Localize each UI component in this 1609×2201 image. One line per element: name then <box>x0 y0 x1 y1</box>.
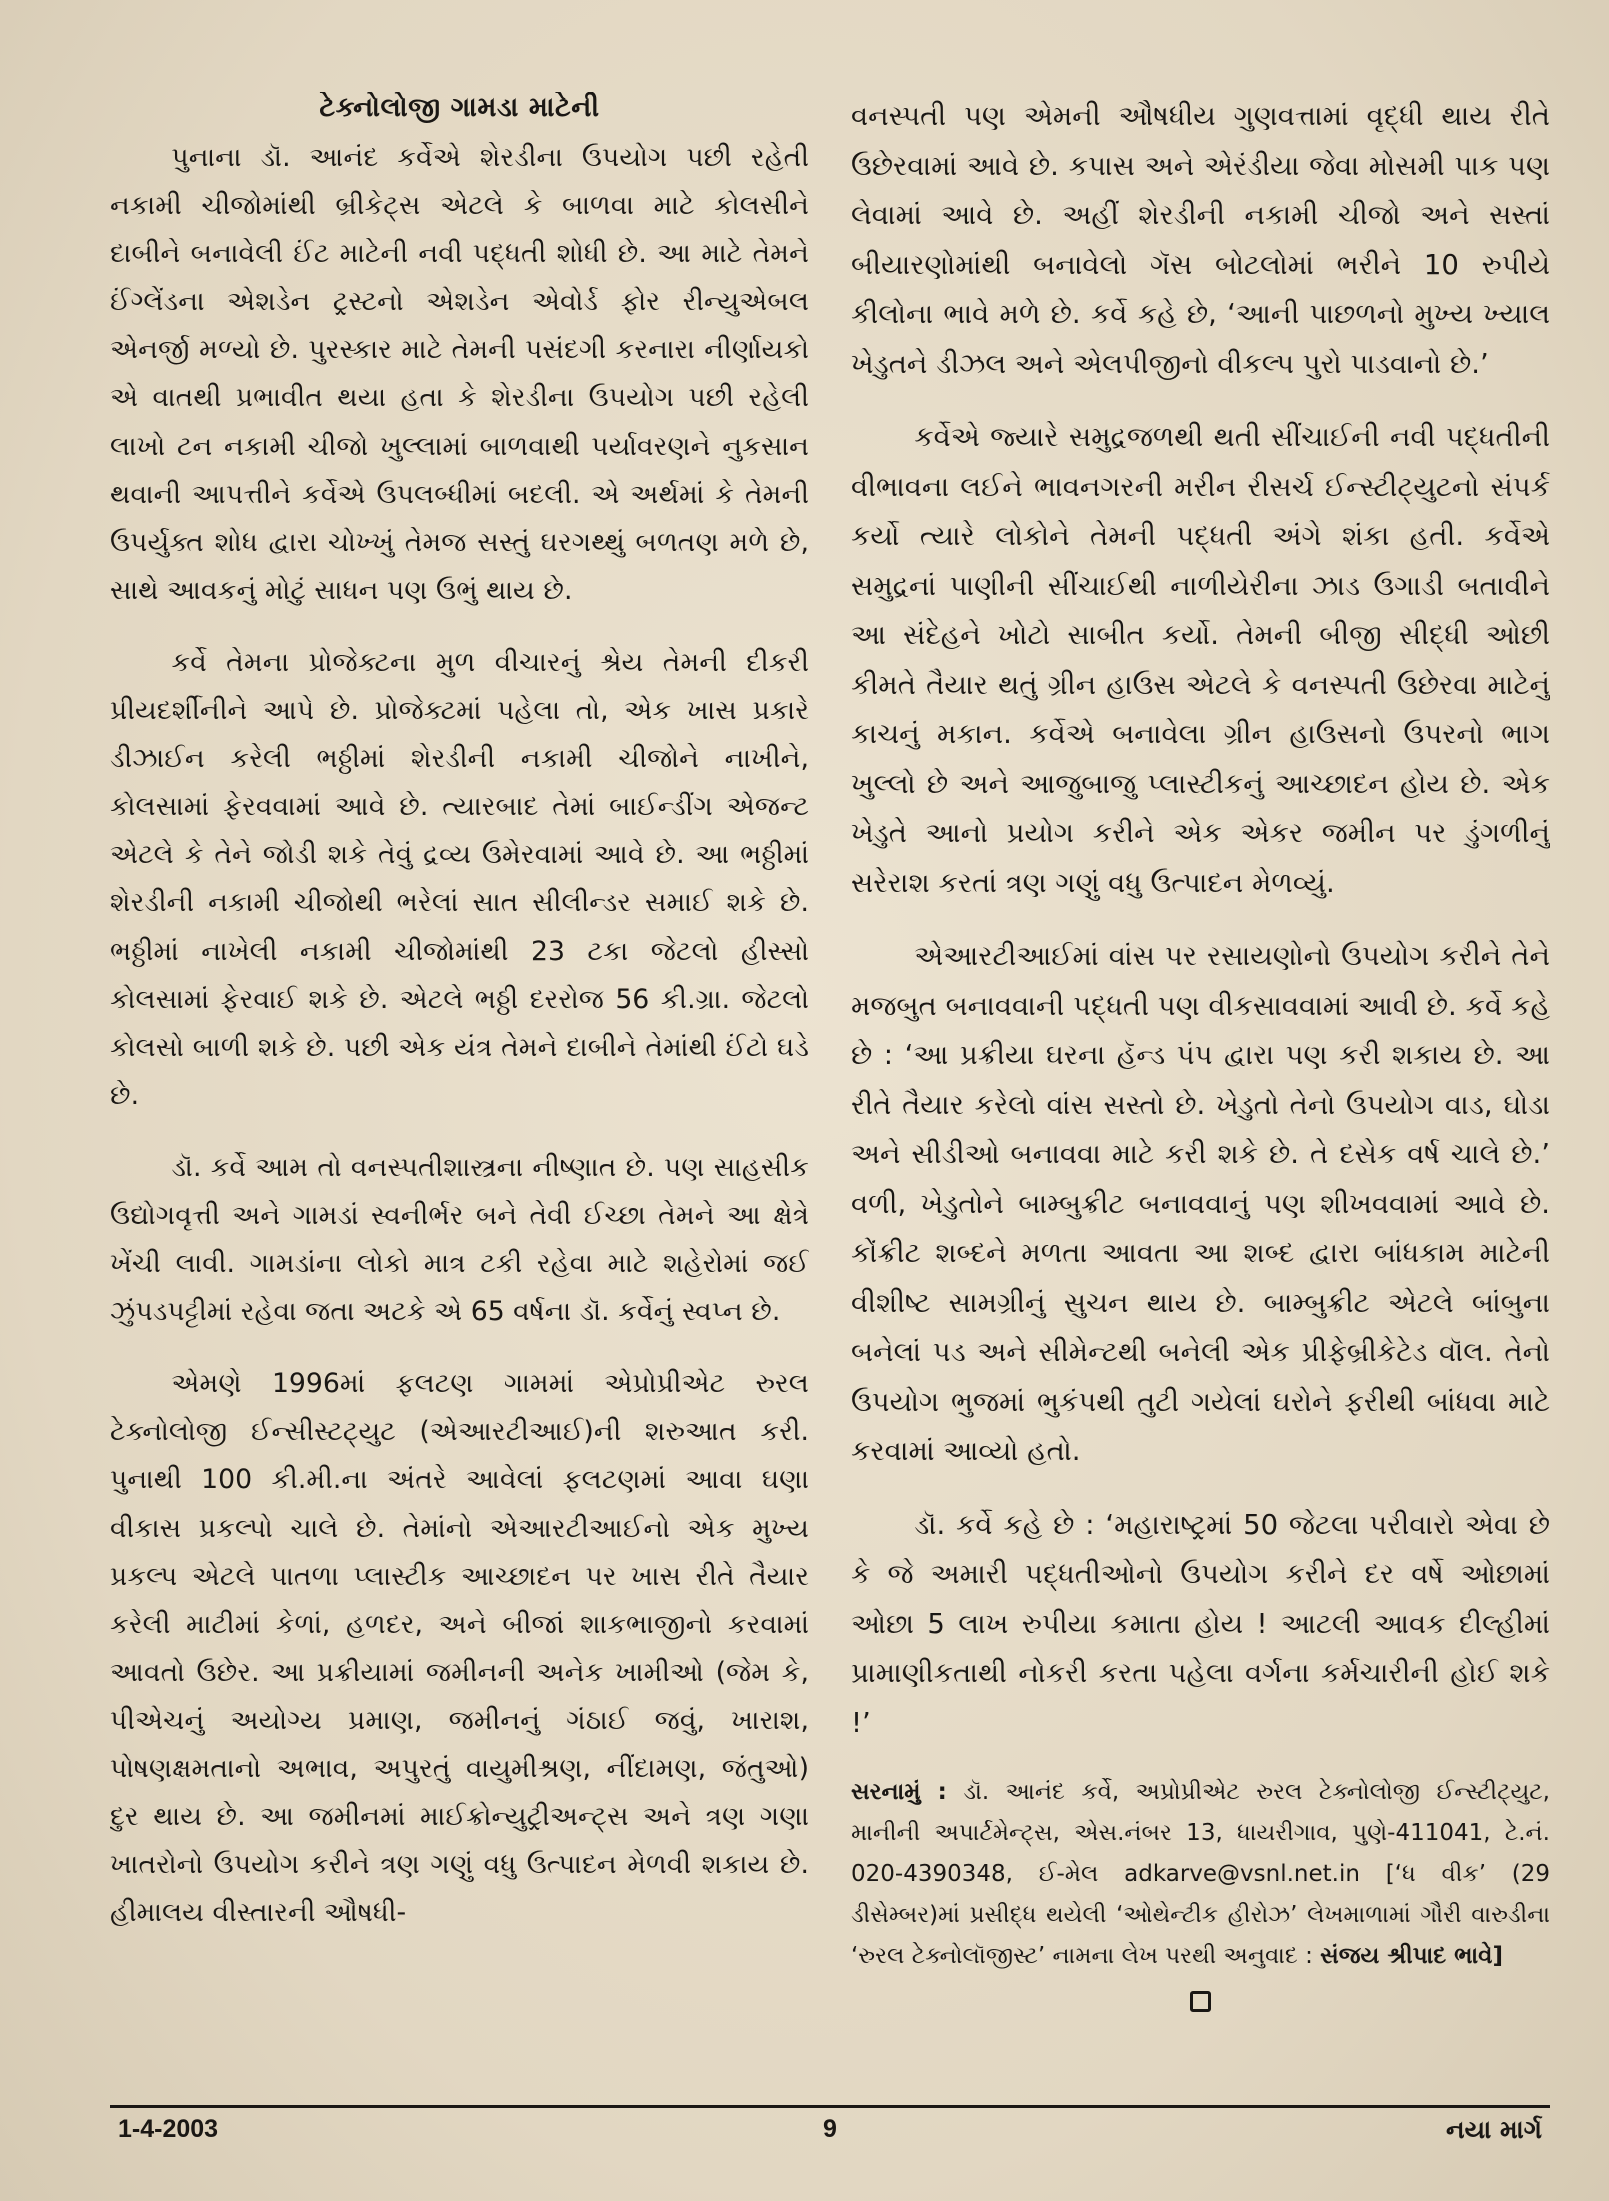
translator-name: સંજય શ્રીપાદ ભાવે] <box>1320 1943 1504 1969</box>
address-block <box>851 1772 1550 1977</box>
page-footer <box>118 2115 1542 2155</box>
article-paragraph-1: પુનાના ડૉ. આનંદ કર્વેએ શેરડીના ઉપયોગ પછી રહેતી નકામી ચીજોમાંથી બ્રીકેટ્સ એટલે કે બાળવા માટે કોલસીને દાબીને બનાવેલી ઈંટ માટેની નવી પદ્ધતી શોધી છે. આ માટે તેમને ઈંગ્લેંડના એશડેન ટ્રસ્ટનો એશડેન એવોર્ડ ફોર રીન્યુએબલ એનર્જી મળ્યો છે. પુરસ્કાર માટે તેમની પસંદગી કરનારા નીર્ણાયકો એ વાતથી પ્રભાવીત થયા હતા કે શેરડીના ઉપયોગ પછી રહેલી લાખો ટન નકામી ચીજો ખુલ્લામાં બાળવાથી પર્યાવરણને નુકસાન થવાની આપત્તીને કર્વેએ ઉપલબ્ધીમાં બદલી. એ અર્થમાં કે તેમની ઉપર્યુક્ત શોધ દ્વારા ચોખ્ખું તેમજ સસ્તું ઘરગથ્થું બળતણ મળે છે, સાથે આવકનું મોટું સાધન પણ ઉભું થાય છે. <box>110 142 809 606</box>
end-of-article-icon <box>851 1991 1550 2015</box>
article-paragraph-4: એમણે 1996માં ફલટણ ગામમાં એપ્રોપ્રીએટ રુરલ ટેક્નોલોજી ઈન્સીસ્ટટ્યુટ (એઆરટીઆઈ)ની શરુઆત કરી. પુનાથી 100 કી.મી.ના અંતરે આવેલાં ફલટણમાં આવા ઘણા વીકાસ પ્રકલ્પો ચાલે છે. તેમાંનો એઆરટીઆઈનો એક મુખ્ય પ્રકલ્પ એટલે પાતળા પ્લાસ્ટીક આચ્છાદન પર ખાસ રીતે તૈયાર કરેલી માટીમાં કેળાં, હળદર, અને બીજાં શાકભાજીનો કરવામાં આવતો ઉછેર. આ પ્રક્રીયામાં જમીનની અનેક ખામીઓ (જેમ કે, પીએચનું અયોગ્ય પ્રમાણ, જમીનનું ગંઠાઈ જવું, ખારાશ, પોષણક્ષમતાનો અભાવ, અપુરતું વાયુમીશ્રણ, નીંદામણ, જંતુઓ) દુર થાય છે. આ જમીનમાં માઈક્રોન્યુટ્રીઅન્ટ્સ અને ત્રણ ગણા ખાતરોનો ઉપયોગ કરીને ત્રણ ગણું વધુ ઉત્પાદન મેળવી શકાય છે. હીમાલય વીસ્તારની ઔષધી- <box>110 1368 809 1929</box>
left-column <box>110 92 809 2082</box>
article-title: ટેક્નોલોજી ગામડા માટેની <box>319 92 600 123</box>
issue-date: 1-4-2003 <box>118 2115 219 2143</box>
address-text: ડૉ. આનંદ કર્વે, અપ્રોપ્રીએટ રુરલ ટેક્નોલોજી ઈન્સ્ટીટ્યુટ, માનીની અપાર્ટમેન્ટ્સ, એસ.નંબર 13, ધાયરીગાવ, પુણે-411041, ટે.નં. 020-4390348, ઈ-મેલ adkarve@vsnl.net.in [‘ધ વીક’ (29 ડીસેમ્બર)માં પ્રસીદ્ધ થયેલી ‘ઓથેન્ટીક હીરોઝ’ લેખમાળામાં ગૌરી વારુડીના ‘રુરલ ટેક્નોલૉજીસ્ટ’ નામના લેખ પરથી અનુવાદ : <box>851 1779 1550 1969</box>
article-paragraph-6: એઆરટીઆઈમાં વાંસ પર રસાયણોનો ઉપયોગ કરીને તેને મજબુત બનાવવાની પદ્ધતી પણ વીકસાવવામાં આવી છે. કર્વે કહે છે : ‘આ પ્રક્રીયા ઘરના હૅન્ડ પંપ દ્વારા પણ કરી શકાય છે. આ રીતે તૈયાર કરેલો વાંસ સસ્તો છે. ખેડુતો તેનો ઉપયોગ વાડ, ઘોડા અને સીડીઓ બનાવવા માટે કરી શકે છે. તે દસેક વર્ષ ચાલે છે.’ વળી, ખેડુતોને બામ્બુક્રીટ બનાવવાનું પણ શીખવવામાં આવે છે. કોંક્રીટ શબ્દને મળતા આવતા આ શબ્દ દ્વારા બાંધકામ માટેની વીશીષ્ટ સામગ્રીનું સુચન થાય છે. બામ્બુક્રીટ એટલે બાંબુના બનેલાં પડ અને સીમેન્ટથી બનેલી એક પ્રીફેબ્રીકેટેડ વૉલ. તેનો ઉપયોગ ભુજમાં ભુકંપથી તુટી ગયેલાં ઘરોને ફરીથી બાંધવા માટે કરવામાં આવ્યો હતો. <box>851 940 1550 1467</box>
article-paragraph-5: કર્વેએ જ્યારે સમુદ્રજળથી થતી સીંચાઈની નવી પદ્ધતીની વીભાવના લઈને ભાવનગરની મરીન રીસર્ચ ઈન્સ્ટીટ્યુટનો સંપર્ક કર્યો ત્યારે લોકોને તેમની પદ્ધતી અંગે શંકા હતી. કર્વેએ સમુદ્રનાં પાણીની સીંચાઈથી નાળીયેરીના ઝાડ ઉગાડી બતાવીને આ સંદેહને ખોટો સાબીત કર્યો. તેમની બીજી સીદ્ધી ઓછી કીમતે તૈયાર થતું ગ્રીન હાઉસ એટલે કે વનસ્પતી ઉછેરવા માટેનું કાચનું મકાન. કર્વેએ બનાવેલા ગ્રીન હાઉસનો ઉપરનો ભાગ ખુલ્લો છે અને આજુબાજુ પ્લાસ્ટીકનું આચ્છાદન હોય છે. એક ખેડુતે આનો પ્રયોગ કરીને એક એકર જમીન પર ડુંગળીનું સરેરાશ કરતાં ત્રણ ગણું વધુ ઉત્પાદન મેળવ્યું. <box>851 421 1550 899</box>
magazine-name: નયા માર્ગ <box>1446 2115 1542 2144</box>
article-columns <box>110 92 1550 2082</box>
article-paragraph-3: ડૉ. કર્વે આમ તો વનસ્પતીશાસ્ત્રના નીષ્ણાત છે. પણ સાહસીક ઉદ્યોગવૃત્તી અને ગામડાં સ્વનીર્ભર બને તેવી ઈચ્છા તેમને આ ક્ષેત્રે ખેંચી લાવી. ગામડાંના લોકો માત્ર ટકી રહેવા માટે શહેરોમાં જઈ ઝુંપડપટ્ટીમાં રહેવા જતા અટકે એ 65 વર્ષના ડૉ. કર્વેનું સ્વપ્ન છે. <box>110 1151 809 1328</box>
article-paragraph-continued: વનસ્પતી પણ એમની ઔષધીય ગુણવત્તામાં વૃદ્ધી થાય રીતે ઉછેરવામાં આવે છે. કપાસ અને એરંડીયા જેવા મોસમી પાક પણ લેવામાં આવે છે. અહીં શેરડીની નકામી ચીજો અને સસ્તાં બીયારણોમાંથી બનાવેલો ગૅસ બોટલોમાં ભરીને 10 રુપીયે કીલોના ભાવે મળે છે. કર્વે કહે છે, ‘આની પાછળનો મુખ્ય ખ્યાલ ખેડુતને ડીઝલ અને એલપીજીનો વીકલ્પ પુરો પાડવાનો છે.’ <box>851 100 1550 380</box>
address-label: સરનામું : <box>851 1779 947 1805</box>
page-number: 9 <box>823 2115 837 2143</box>
article-paragraph-2: કર્વે તેમના પ્રોજેક્ટના મુળ વીચારનું શ્રેય તેમની દીકરી પ્રીયદર્શીનીને આપે છે. પ્રોજેક્ટમાં પહેલા તો, એક ખાસ પ્રકારે ડીઝાઈન કરેલી ભઠ્ઠીમાં શેરડીની નકામી ચીજોને નાખીને, કોલસામાં ફેરવવામાં આવે છે. ત્યારબાદ તેમાં બાઈન્ડીંગ એજન્ટ એટલે કે તેને જોડી શકે તેવું દ્રવ્ય ઉમેરવામાં આવે છે. આ ભઠ્ઠીમાં શેરડીની નકામી ચીજોથી ભરેલાં સાત સીલીન્ડર સમાઈ શકે છે. ભઠ્ઠીમાં નાખેલી નકામી ચીજોમાંથી 23 ટકા જેટલો હીસ્સો કોલસામાં ફેરવાઈ શકે છે. એટલે ભઠ્ઠી દરરોજ 56 કી.ગ્રા. જેટલો કોલસો બાળી શકે છે. પછી એક યંત્ર તેમને દાબીને તેમાંથી ઈંટો ઘડે છે. <box>110 646 809 1111</box>
footer-divider <box>110 2105 1550 2108</box>
right-column <box>851 92 1550 2082</box>
article-paragraph-7: ડૉ. કર્વે કહે છે : ‘મહારાષ્ટ્રમાં 50 જેટલા પરીવારો એવા છે કે જે અમારી પદ્ધતીઓનો ઉપયોગ કરીને દર વર્ષે ઓછામાં ઓછા 5 લાખ રુપીયા કમાતા હોય ! આટલી આવક દીલ્હીમાં પ્રામાણીકતાથી નોકરી કરતા પહેલા વર્ગના કર્મચારીની હોઈ શકે !’ <box>851 1508 1550 1739</box>
